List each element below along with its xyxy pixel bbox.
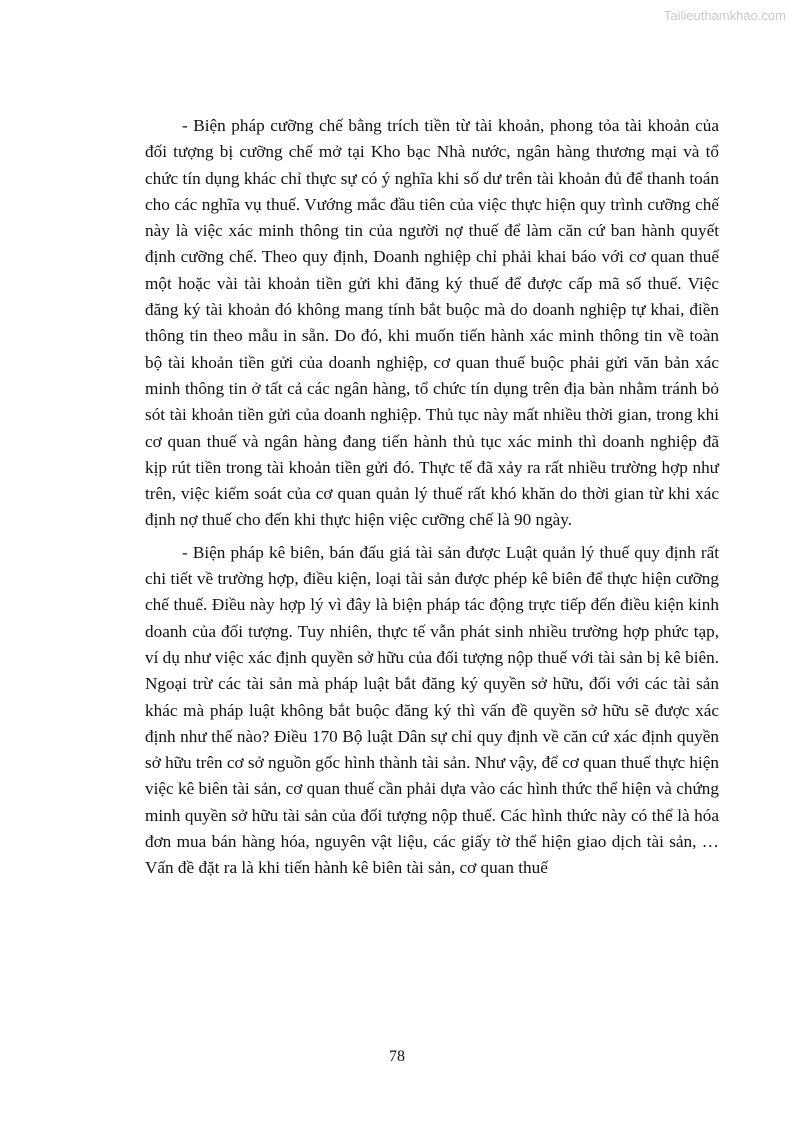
document-body xyxy=(145,113,719,882)
watermark: Tailieuthamkhao.com xyxy=(663,8,786,23)
page-number: 78 xyxy=(389,1048,405,1065)
paragraph-asset-seizure: - Biện pháp kê biên, bán đấu giá tài sản được Luật quản lý thuế quy định rất chi tiết về trường hợp, điều kiện, loại tài sản được phép kê biên để thực hiện cưỡng chế thuế. Điều này hợp lý vì đây là biện pháp tác động trực tiếp đến điều kiện kinh doanh của đối tượng. Tuy nhiên, thực tế vẫn phát sinh nhiều trường hợp phức tạp, ví dụ như việc xác định quyền sở hữu của đối tượng nộp thuế với tài sản bị kê biên. Ngoại trừ các tài sản mà pháp luật bắt đăng ký quyền sở hữu, đối với các tài sản khác mà pháp luật không bắt buộc đăng ký thì vấn đề quyền sở hữu sẽ được xác định như thế nào? Điều 170 Bộ luật Dân sự chỉ quy định về căn cứ xác định quyền sở hữu trên cơ sở nguồn gốc hình thành tài sản. Như vậy, để cơ quan thuế thực hiện việc kê biên tài sản, cơ quan thuế cần phải dựa vào các hình thức thể hiện và chứng minh quyền sở hữu tài sản của đối tượng nộp thuế. Các hình thức này có thể là hóa đơn mua bán hàng hóa, nguyên vật liệu, các giấy tờ thể hiện giao dịch tài sản, … Vấn đề đặt ra là khi tiến hành kê biên tài sản, cơ quan thuế xyxy=(145,542,719,878)
paragraph-account-enforcement: - Biện pháp cưỡng chế bằng trích tiền từ tài khoản, phong tỏa tài khoản của đối tượng bị cưỡng chế mở tại Kho bạc Nhà nước, ngân hàng thương mại và tổ chức tín dụng khác chỉ thực sự có ý nghĩa khi số dư trên tài khoản đủ để thanh toán cho các nghĩa vụ thuế. Vướng mắc đầu tiên của việc thực hiện quy trình cưỡng chế này là việc xác minh thông tin của người nợ thuế để làm căn cứ ban hành quyết định cưỡng chế. Theo quy định, Doanh nghiệp chỉ phải khai báo với cơ quan thuế một hoặc vài tài khoản tiền gửi khi đăng ký thuế để được cấp mã số thuế. Việc đăng ký tài khoản đó không mang tính bắt buộc mà do doanh nghiệp tự khai, điền thông tin theo mẫu in sẵn. Do đó, khi muốn tiến hành xác minh thông tin về toàn bộ tài khoản tiền gửi của doanh nghiệp, cơ quan thuế buộc phải gửi văn bản xác minh thông tin ở tất cả các ngân hàng, tổ chức tín dụng trên địa bàn nhằm tránh bỏ sót tài khoản tiền gửi của doanh nghiệp. Thủ tục này mất nhiều thời gian, trong khi cơ quan thuế và ngân hàng đang tiến hành thủ tục xác minh thì doanh nghiệp đã kịp rút tiền trong tài khoản tiền gửi đó. Thực tế đã xảy ra rất nhiều trường hợp như trên, việc kiểm soát của cơ quan quản lý thuế rất khó khăn do thời gian từ khi xác định nợ thuế cho đến khi thực hiện việc cưỡng chế là 90 ngày. xyxy=(145,116,719,530)
